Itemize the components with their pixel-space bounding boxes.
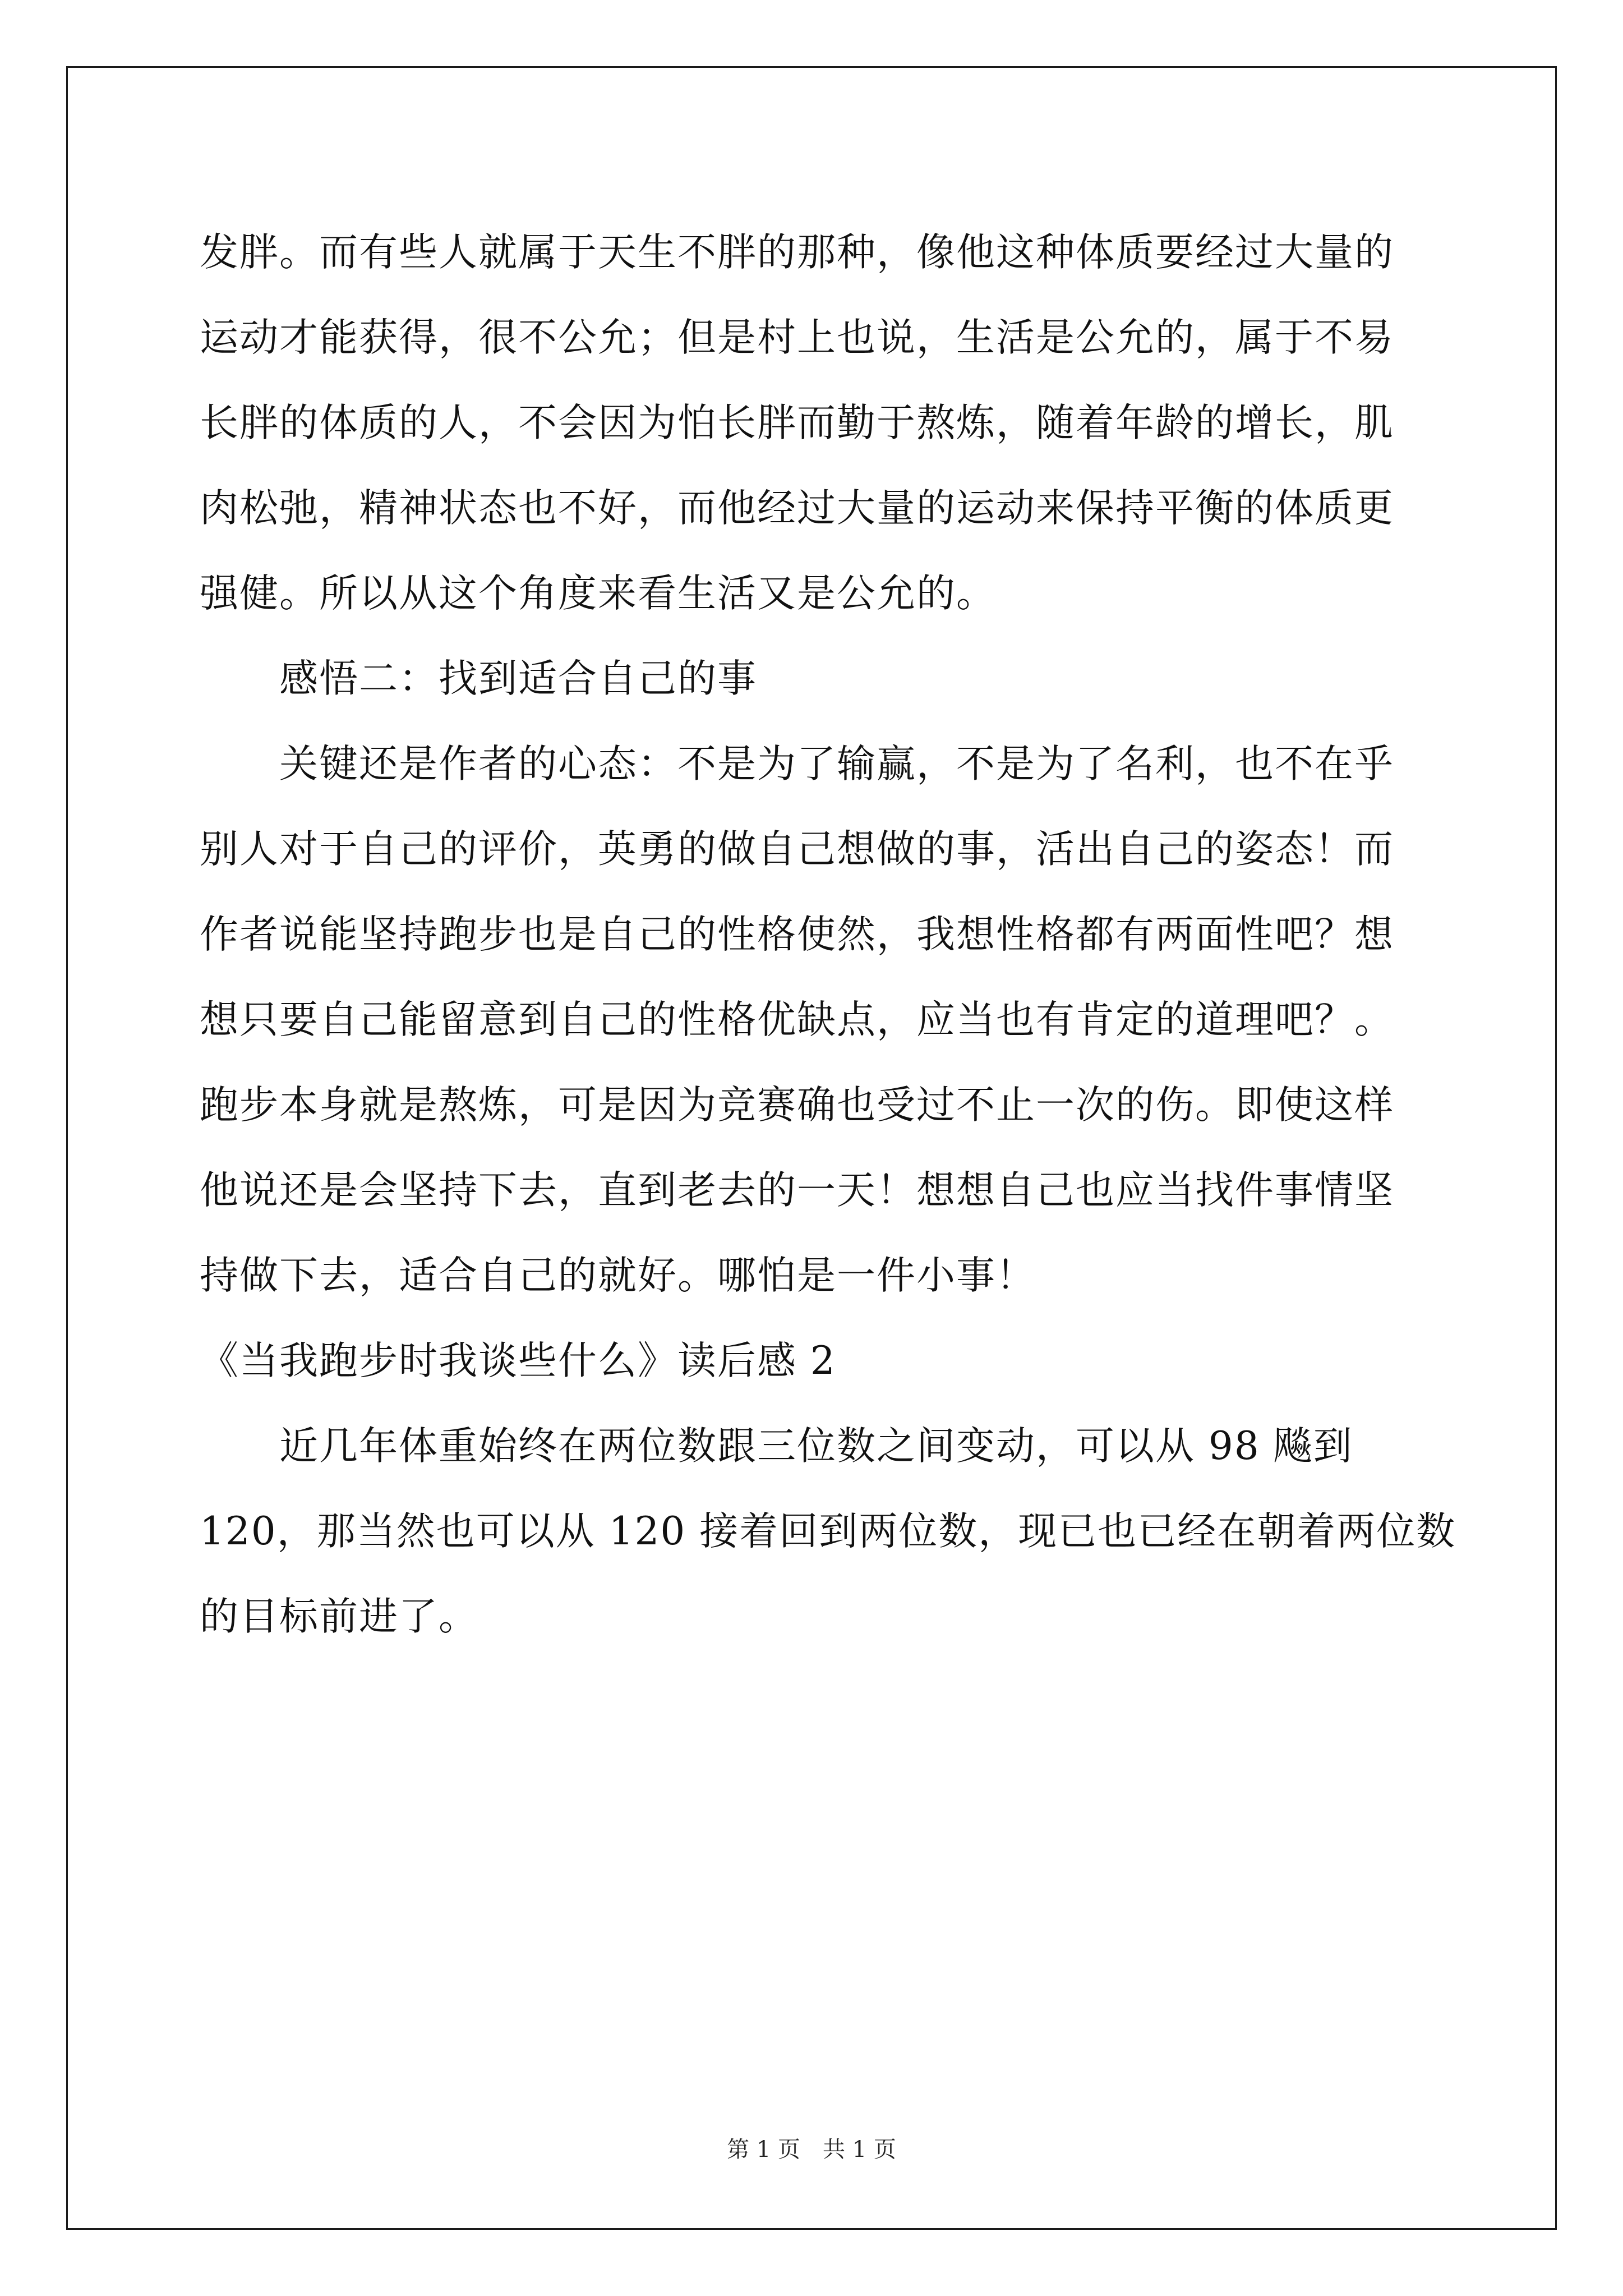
text-line: 的目标前进了。	[200, 1594, 478, 1639]
text-line: 跑步本身就是熬炼，可是因为竞赛确也受过不止一次的伤。即使这样	[200, 1083, 1394, 1128]
document-body	[200, 211, 1456, 1660]
text-line: 发胖。而有些人就属于天生不胖的那种，像他这种体质要经过大量的	[200, 230, 1394, 275]
text-line: 作者说能坚持跑步也是自己的性格使然，我想性格都有两面性吧？想	[200, 912, 1394, 957]
text-line: 近几年体重始终在两位数跟三位数之间变动，可以从 98 飚到	[200, 1424, 1353, 1469]
section-heading: 感悟二：找到适合自己的事	[200, 656, 757, 701]
text-line: 他说还是会坚持下去，直到老去的一天！想想自己也应当找件事情坚	[200, 1168, 1394, 1213]
text-line: 别人对于自己的评价，英勇的做自己想做的事，活出自己的姿态！而	[200, 827, 1394, 872]
text-line: 强健。所以从这个角度来看生活又是公允的。	[200, 571, 996, 616]
text-line: 持做下去，适合自己的就好。哪怕是一件小事！	[200, 1253, 1036, 1298]
text-line: 关键还是作者的心态：不是为了输赢，不是为了名利，也不在乎	[200, 742, 1394, 786]
text-line: 想只要自己能留意到自己的性格优缺点，应当也有肯定的道理吧？。	[200, 997, 1394, 1042]
text-line: 运动才能获得，很不公允；但是村上也说，生活是公允的，属于不易	[200, 315, 1394, 360]
text-line: 120，那当然也可以从 120 接着回到两位数，现已也已经在朝着两位数	[200, 1509, 1456, 1554]
text-line: 长胖的体质的人，不会因为怕长胖而勤于熬炼，随着年龄的增长，肌	[200, 401, 1394, 445]
text-line: 肉松弛，精神状态也不好，而他经过大量的运动来保持平衡的体质更	[200, 486, 1394, 531]
essay-title: 《当我跑步时我谈些什么》读后感 2	[200, 1338, 836, 1383]
page-footer: 第 1 页 共 1 页	[727, 2137, 896, 2162]
